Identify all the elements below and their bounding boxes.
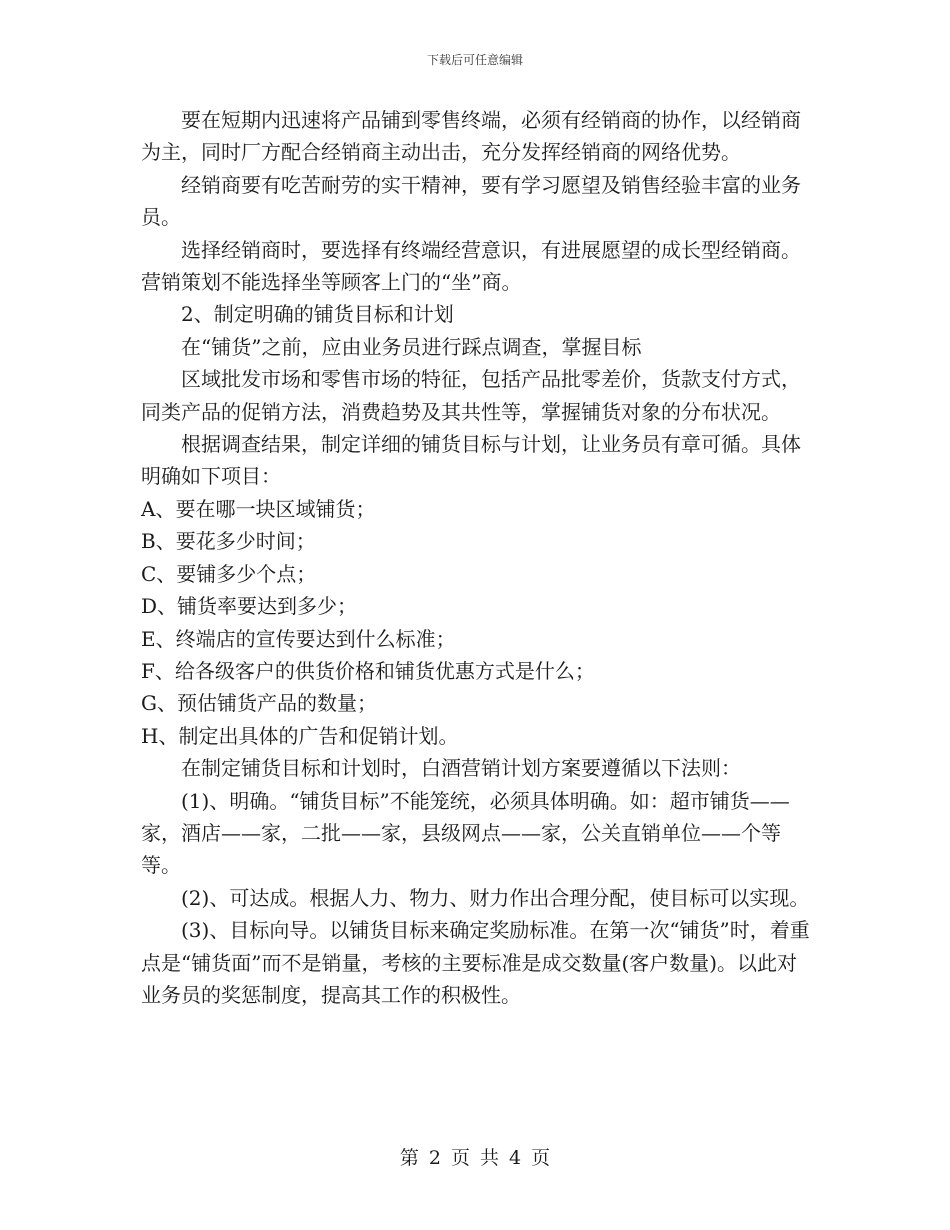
- list-item: D、铺货率要达到多少；: [141, 594, 358, 619]
- paragraph: 经销商要有吃苦耐劳的实干精神，要有学习愿望及销售经验丰富的业务员。: [141, 172, 801, 230]
- list-item: E、终端店的宣传要达到什么标准；: [141, 626, 456, 651]
- list-item: G、预估铺货产品的数量；: [141, 691, 377, 716]
- paragraph: (1)、明确。“铺货目标”不能笼统，必须具体明确。如：超市铺货——家，酒店——家，二批——家，县级网点——家，公关直销单位——个等等。: [141, 788, 790, 878]
- list-item: C、要铺多少个点；: [141, 561, 317, 586]
- paragraph: 要在短期内迅速将产品铺到零售终端，必须有经销商的协作，以经销商为主，同时厂方配合经销商主动出击，充分发挥经销商的网络优势。: [141, 108, 801, 165]
- list-item: F、给各级客户的供货价格和铺货优惠方式是什么；: [141, 658, 595, 683]
- list-item: H、制定出具体的广告和促销计划。: [141, 723, 459, 748]
- paragraph: 在制定铺货目标和计划时，白酒营销计划方案要遵循以下法则：: [181, 756, 741, 781]
- paragraph: 选择经销商时，要选择有终端经营意识，有进展愿望的成长型经销商。营销策划不能选择坐等顾客上门的“坐”商。: [141, 237, 801, 295]
- document-body: [141, 104, 811, 1011]
- paragraph: (2)、可达成。根据人力、物力、财力作出合理分配，使目标可以实现。: [181, 885, 810, 910]
- paragraph: 区域批发市场和零售市场的特征，包括产品批零差价，货款支付方式，同类产品的促销方法，消费趋势及其共性等，掌握铺货对象的分布状况。: [141, 367, 801, 424]
- page-header-note: 下载后可任意编辑: [426, 53, 523, 67]
- list-item: A、要在哪一块区域铺货；: [141, 496, 376, 521]
- page-number: 第 2 页 共 4 页: [399, 1147, 551, 1169]
- paragraph: 在“铺货”之前，应由业务员进行踩点调查，掌握目标: [181, 334, 642, 359]
- section-heading: 2、制定明确的铺货目标和计划: [181, 302, 454, 327]
- list-item: B、要花多少时间；: [141, 529, 316, 554]
- paragraph: 根据调查结果，制定详细的铺货目标与计划，让业务员有章可循。具体明确如下项目：: [141, 432, 801, 489]
- paragraph: (3)、目标向导。以铺货目标来确定奖励标准。在第一次“铺货”时，着重点是“铺货面”而不是销量，考核的主要标准是成交数量(客户数量)。以此对业务员的奖惩制度，提高其工作的积极性。: [141, 918, 810, 1007]
